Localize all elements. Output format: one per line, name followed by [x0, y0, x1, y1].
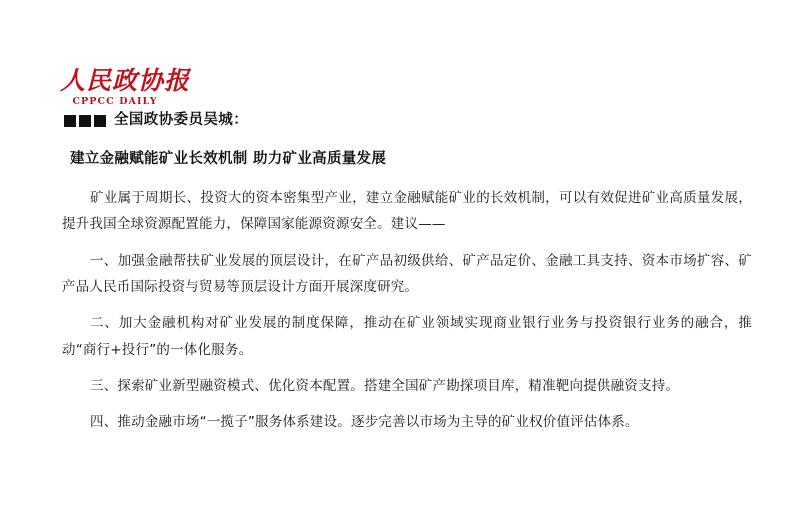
- article-headline: 建立金融赋能矿业长效机制 助力矿业高质量发展: [70, 150, 387, 167]
- article-paragraph: 四、推动金融市场“一揽子”服务体系建设。逐步完善以市场为主导的矿业权价值评估体系。: [90, 414, 639, 431]
- article-paragraph: 三、探索矿业新型融资模式、优化资本配置。搭建全国矿产勘探项目库，精准靶向提供融资支持。: [90, 377, 680, 394]
- article-byline: [62, 110, 752, 132]
- article-paragraph: 矿业属于周期长、投资大的资本密集型产业，建立金融赋能矿业的长效机制，可以有效促进矿业高质量发展，提升我国全球资源配置能力，保障国家能源资源安全。建议——: [62, 189, 752, 233]
- article-body: [62, 110, 752, 435]
- masthead-chinese-title: 人民政协报: [60, 66, 191, 95]
- masthead-english-title: CPPCC DAILY: [72, 96, 158, 107]
- square-bullets-icon: [64, 115, 106, 127]
- article-paragraph: 一、加强金融帮扶矿业发展的顶层设计，在矿产品初级供给、矿产品定价、金融工具支持、资本市场扩容、矿产品人民币国际投资与贸易等顶层设计方面开展深度研究。: [62, 252, 752, 295]
- newspaper-masthead: [60, 66, 191, 107]
- byline-text: 全国政协委员吴城：: [114, 112, 249, 128]
- article-paragraph: 二、加大金融机构对矿业发展的制度保障，推动在矿业领域实现商业银行业务与投资银行业务的融合，推动“商行+投行”的一体化服务。: [62, 315, 752, 358]
